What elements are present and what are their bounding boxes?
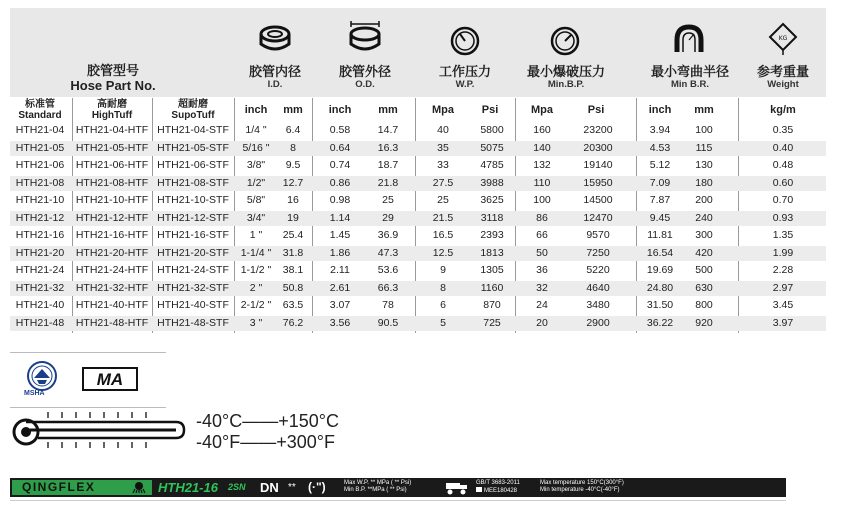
table-cell: 25.4 <box>282 229 304 241</box>
model-label: HTH21-16 <box>158 480 218 495</box>
table-cell: 14.7 <box>377 124 399 136</box>
table-cell: 90.5 <box>377 316 399 329</box>
table-cell: 100 <box>533 194 551 206</box>
table-cell: HTH21-04-STF <box>157 124 229 136</box>
table-cell: HTH21-40 <box>15 299 65 311</box>
table-cell: HTH21-04-HTF <box>75 124 149 136</box>
min-temp-text: Min temperature -40°C(-40°F) <box>540 487 620 493</box>
supotuff-en: SupoTuff <box>171 110 215 121</box>
table-cell: 76.2 <box>282 316 304 329</box>
table-cell: 1-1/4 " <box>240 246 272 259</box>
table-cell: 16 <box>287 194 299 206</box>
brand-box <box>12 480 152 495</box>
wp-cn: 工作压力 <box>438 64 491 79</box>
table-cell: 25 <box>437 194 449 206</box>
table-cell: HTH21-16-STF <box>157 229 229 241</box>
table-cell: 1.45 <box>329 229 351 241</box>
table-cell: 29 <box>382 211 394 224</box>
table-cell: 870 <box>483 299 501 311</box>
max-temp-text: Max temperature 150°C(300°F) <box>540 480 624 486</box>
table-cell: 33 <box>437 159 449 171</box>
table-cell: 6 <box>440 299 446 311</box>
table-cell: HTH21-40-HTF <box>75 299 149 311</box>
table-cell: HTH21-10 <box>15 194 65 206</box>
table-cell: 0.86 <box>329 176 351 189</box>
table-cell: 9.45 <box>649 211 671 224</box>
table-cell: 5075 <box>480 141 504 154</box>
type-label: 2SN <box>228 482 246 492</box>
hose-marking-strip <box>10 478 786 497</box>
table-cell: 15950 <box>583 176 613 189</box>
unit-od-inch: inch <box>328 104 352 116</box>
table-cell: HTH21-04 <box>15 124 65 136</box>
table-cell: 5 <box>440 316 446 329</box>
table-cell: 24 <box>536 299 548 311</box>
table-cell: 23200 <box>583 124 613 136</box>
table-cell: 16.5 <box>432 229 454 241</box>
mining-truck-icon <box>444 480 470 495</box>
table-cell: 1-1/2 " <box>240 264 272 276</box>
table-cell: 1.14 <box>329 211 351 224</box>
table-cell: 3/4" <box>246 211 266 224</box>
od-cn: 胶管外径 <box>338 64 391 79</box>
table-cell: 20300 <box>583 141 613 154</box>
wt-en: Weight <box>767 79 799 90</box>
table-cell: 240 <box>695 211 713 224</box>
table-row <box>10 193 826 208</box>
table-cell: 100 <box>695 124 713 136</box>
table-row <box>10 246 826 261</box>
table-cell: 86 <box>536 211 548 224</box>
dn-label: DN <box>260 480 279 495</box>
table-cell: 19 <box>287 211 299 224</box>
table-cell: 12.7 <box>282 176 304 189</box>
table-cell: 180 <box>695 176 713 189</box>
table-cell: 1/2" <box>246 176 266 189</box>
br-en: Min B.R. <box>671 79 709 90</box>
table-cell: HTH21-12-STF <box>157 211 229 224</box>
unit-bp-psi: Psi <box>587 104 605 116</box>
table-cell: 40 <box>437 124 449 136</box>
octopus-icon <box>132 481 146 494</box>
id-en: I.D. <box>267 79 283 90</box>
table-row <box>10 141 826 156</box>
table-row <box>10 316 826 331</box>
thermometer-icon <box>8 408 188 458</box>
table-cell: 66.3 <box>377 281 399 294</box>
table-cell: 8 <box>440 281 446 294</box>
temperature-fahrenheit: -40°F——+300°F <box>196 432 335 452</box>
table-cell: HTH21-48-STF <box>157 316 229 329</box>
dn-stars: ** <box>288 482 296 493</box>
brand-label: QINGFLEX <box>22 480 96 494</box>
table-cell: 3 " <box>249 316 263 329</box>
table-cell: 5800 <box>480 124 504 136</box>
table-cell: 63.5 <box>282 299 304 311</box>
table-cell: HTH21-08 <box>15 176 65 189</box>
table-cell: 3.56 <box>329 316 351 329</box>
table-cell: 2.97 <box>772 281 794 294</box>
inner-diameter-icon <box>258 24 292 54</box>
table-cell: 5/8" <box>246 194 266 206</box>
table-cell: 3480 <box>586 299 610 311</box>
table-row <box>10 228 826 243</box>
table-cell: 14500 <box>583 194 613 206</box>
table-cell: 1.99 <box>772 246 794 259</box>
table-cell: HTH21-08-HTF <box>75 176 149 189</box>
table-cell: HTH21-16-HTF <box>75 229 149 241</box>
table-cell: 0.74 <box>329 159 351 171</box>
svg-text:KG: KG <box>778 35 788 42</box>
table-cell: 0.70 <box>772 194 794 206</box>
table-cell: 50.8 <box>282 281 304 294</box>
id-cn: 胶管内径 <box>248 64 301 79</box>
table-cell: HTH21-16 <box>15 229 65 241</box>
table-cell: 20 <box>536 316 548 329</box>
table-cell: 3988 <box>480 176 504 189</box>
table-cell: 36.22 <box>646 316 674 329</box>
table-cell: HTH21-20-STF <box>157 246 229 259</box>
burst-gauge-icon <box>550 26 580 56</box>
table-cell: 6.4 <box>285 124 301 136</box>
table-cell: HTH21-48 <box>15 316 65 329</box>
bp-en: Min.B.P. <box>547 79 585 90</box>
table-row <box>10 123 826 138</box>
table-cell: 24.80 <box>646 281 674 294</box>
table-cell: 4.53 <box>649 141 671 154</box>
table-cell: 50 <box>536 246 548 259</box>
table-cell: 1.35 <box>772 229 794 241</box>
unit-wp-psi: Psi <box>481 104 499 116</box>
table-cell: 21.5 <box>432 211 454 224</box>
unit-id-inch: inch <box>244 104 268 116</box>
table-cell: HTH21-24-HTF <box>75 264 149 276</box>
table-cell: 0.40 <box>772 141 794 154</box>
table-cell: 7.09 <box>649 176 671 189</box>
table-cell: 19.69 <box>646 264 674 276</box>
table-cell: 0.98 <box>329 194 351 206</box>
table-row <box>10 176 826 191</box>
table-cell: HTH21-24-STF <box>157 264 229 276</box>
table-cell: 7250 <box>586 246 610 259</box>
max-wp-text: Max W.P. ** MPa ( ** Psi) <box>344 480 412 486</box>
hightuff-col-header <box>72 99 152 121</box>
od-en: O.D. <box>355 79 375 90</box>
table-cell: 2393 <box>480 229 504 241</box>
table-cell: 1813 <box>480 246 504 259</box>
table-cell: 630 <box>695 281 713 294</box>
unit-br-inch: inch <box>648 104 672 116</box>
table-cell: 16.54 <box>646 246 674 259</box>
table-cell: 3118 <box>480 211 504 224</box>
table-cell: 420 <box>695 246 713 259</box>
table-cell: 8 <box>290 141 296 154</box>
table-cell: HTH21-10-HTF <box>75 194 149 206</box>
table-cell: HTH21-06-HTF <box>75 159 149 171</box>
temperature-celsius: -40°C——+150°C <box>196 411 339 431</box>
table-cell: HTH21-32-STF <box>157 281 229 294</box>
outer-diameter-icon <box>348 20 382 54</box>
unit-br-mm: mm <box>694 104 714 116</box>
table-cell: 5220 <box>586 264 610 276</box>
table-cell: 4640 <box>586 281 610 294</box>
table-cell: 500 <box>695 264 713 276</box>
table-cell: HTH21-12 <box>15 211 65 224</box>
table-cell: 31.8 <box>282 246 304 259</box>
unit-wp-mpa: Mpa <box>432 104 454 116</box>
table-cell: 1.86 <box>329 246 351 259</box>
table-cell: HTH21-08-STF <box>157 176 229 189</box>
table-row <box>10 158 826 173</box>
table-cell: 160 <box>533 124 551 136</box>
table-cell: HTH21-06-STF <box>157 159 229 171</box>
table-cell: 3.97 <box>772 316 794 329</box>
table-cell: 5.12 <box>649 159 671 171</box>
table-cell: 0.64 <box>329 141 351 154</box>
table-cell: 18.7 <box>377 159 399 171</box>
dn-size: (·") <box>308 480 326 494</box>
ma-mini-icon <box>476 487 482 492</box>
table-cell: 1 " <box>249 229 263 241</box>
table-cell: 2900 <box>586 316 610 329</box>
table-cell: 38.1 <box>282 264 304 276</box>
msha-label: MSHA <box>24 390 45 397</box>
min-bp-text: Min B.P. **MPa ( ** Psi) <box>344 487 407 493</box>
table-header <box>10 8 826 97</box>
table-cell: HTH21-32-HTF <box>75 281 149 294</box>
unit-bp-mpa: Mpa <box>531 104 553 116</box>
table-cell: 7.87 <box>649 194 671 206</box>
bend-radius-icon <box>672 22 706 56</box>
table-cell: 1305 <box>480 264 504 276</box>
ma-logo-icon <box>82 367 138 391</box>
id-header <box>240 64 310 90</box>
table-cell: 35 <box>437 141 449 154</box>
table-cell: 9570 <box>586 229 610 241</box>
table-cell: 2 " <box>249 281 263 294</box>
table-cell: 16.3 <box>377 141 399 154</box>
table-row <box>10 263 826 278</box>
table-cell: 725 <box>483 316 501 329</box>
unit-id-mm: mm <box>283 104 303 116</box>
table-cell: HTH21-20-HTF <box>75 246 149 259</box>
divider <box>10 500 786 501</box>
table-cell: HTH21-40-STF <box>157 299 229 311</box>
table-cell: 36.9 <box>377 229 399 241</box>
hightuff-cn: 高耐磨 <box>97 99 127 110</box>
table-cell: 31.50 <box>646 299 674 311</box>
table-cell: 12470 <box>583 211 613 224</box>
table-cell: HTH21-48-HTF <box>75 316 149 329</box>
gb-standard-text: GB/T 3683-2011 <box>476 480 520 486</box>
table-cell: 9.5 <box>285 159 301 171</box>
table-cell: 3/8" <box>246 159 266 171</box>
table-cell: 2.28 <box>772 264 794 276</box>
unit-od-mm: mm <box>378 104 398 116</box>
hose-part-en: Hose Part No. <box>70 78 156 93</box>
table-cell: 2.61 <box>329 281 351 294</box>
table-subheader <box>10 98 826 122</box>
standard-en: Standard <box>18 110 62 121</box>
table-cell: 0.48 <box>772 159 794 171</box>
mee-code-text <box>476 487 517 495</box>
bp-cn: 最小爆破压力 <box>526 64 605 79</box>
table-cell: 4785 <box>480 159 504 171</box>
br-cn: 最小弯曲半径 <box>650 64 729 79</box>
supotuff-col-header <box>152 99 234 121</box>
table-cell: 27.5 <box>432 176 454 189</box>
br-header <box>645 64 735 90</box>
table-cell: HTH21-10-STF <box>157 194 229 206</box>
pressure-gauge-icon <box>450 26 480 56</box>
table-cell: 32 <box>536 281 548 294</box>
supotuff-cn: 超耐磨 <box>178 99 208 110</box>
table-cell: 2.11 <box>330 264 350 276</box>
table-cell: 3.07 <box>329 299 351 311</box>
table-row <box>10 211 826 226</box>
table-cell: HTH21-20 <box>15 246 65 259</box>
table-cell: HTH21-12-HTF <box>75 211 149 224</box>
weight-icon <box>767 22 799 56</box>
table-cell: 140 <box>533 141 551 154</box>
table-cell: 78 <box>382 299 394 311</box>
bp-header <box>525 64 607 90</box>
table-cell: 9 <box>440 264 446 276</box>
table-cell: HTH21-06 <box>15 159 65 171</box>
wt-cn: 参考重量 <box>756 64 809 79</box>
hose-part-cn: 胶管型号 <box>86 63 139 78</box>
table-cell: 47.3 <box>377 246 399 259</box>
table-cell: 300 <box>695 229 713 241</box>
wp-en: W.P. <box>455 79 475 90</box>
divider <box>10 352 166 353</box>
table-row <box>10 298 826 313</box>
standard-cn: 标准管 <box>25 99 55 110</box>
table-cell: HTH21-24 <box>15 264 65 276</box>
wp-header <box>430 64 500 90</box>
table-cell: 19140 <box>583 159 613 171</box>
table-cell: 0.58 <box>329 124 351 136</box>
table-cell: 25 <box>382 194 394 206</box>
table-cell: 1/4 " <box>245 124 267 136</box>
standard-col-header <box>10 99 70 121</box>
table-cell: 1160 <box>480 281 504 294</box>
table-row <box>10 281 826 296</box>
table-cell: 132 <box>533 159 551 171</box>
table-cell: 3.45 <box>772 299 794 311</box>
table-cell: 115 <box>695 141 713 154</box>
table-cell: 920 <box>695 316 713 329</box>
table-cell: HTH21-32 <box>15 281 65 294</box>
table-cell: 0.60 <box>772 176 794 189</box>
table-cell: 53.6 <box>377 264 399 276</box>
table-cell: 3625 <box>480 194 504 206</box>
table-cell: HTH21-05 <box>15 141 65 154</box>
table-cell: 200 <box>695 194 713 206</box>
table-cell: 2-1/2 " <box>240 299 272 311</box>
table-cell: 66 <box>536 229 548 241</box>
table-cell: 110 <box>533 176 551 189</box>
table-cell: HTH21-05-STF <box>157 141 229 154</box>
table-cell: 36 <box>536 264 548 276</box>
hose-part-header <box>48 63 178 93</box>
hightuff-en: HighTuff <box>91 110 133 121</box>
table-cell: 5/16 " <box>242 141 270 154</box>
unit-weight: kg/m <box>770 104 796 116</box>
ma-label: MA <box>96 370 124 389</box>
table-cell: 3.94 <box>649 124 671 136</box>
table-cell: 21.8 <box>377 176 399 189</box>
table-cell: 11.81 <box>647 229 673 241</box>
table-cell: HTH21-05-HTF <box>75 141 149 154</box>
table-cell: 0.35 <box>772 124 794 136</box>
table-cell: 130 <box>695 159 713 171</box>
table-cell: 0.93 <box>772 211 794 224</box>
mee-code-value: MEE180428 <box>484 488 518 494</box>
wt-header <box>745 64 821 90</box>
table-cell: 800 <box>695 299 713 311</box>
od-header <box>330 64 400 90</box>
table-cell: 12.5 <box>432 246 454 259</box>
